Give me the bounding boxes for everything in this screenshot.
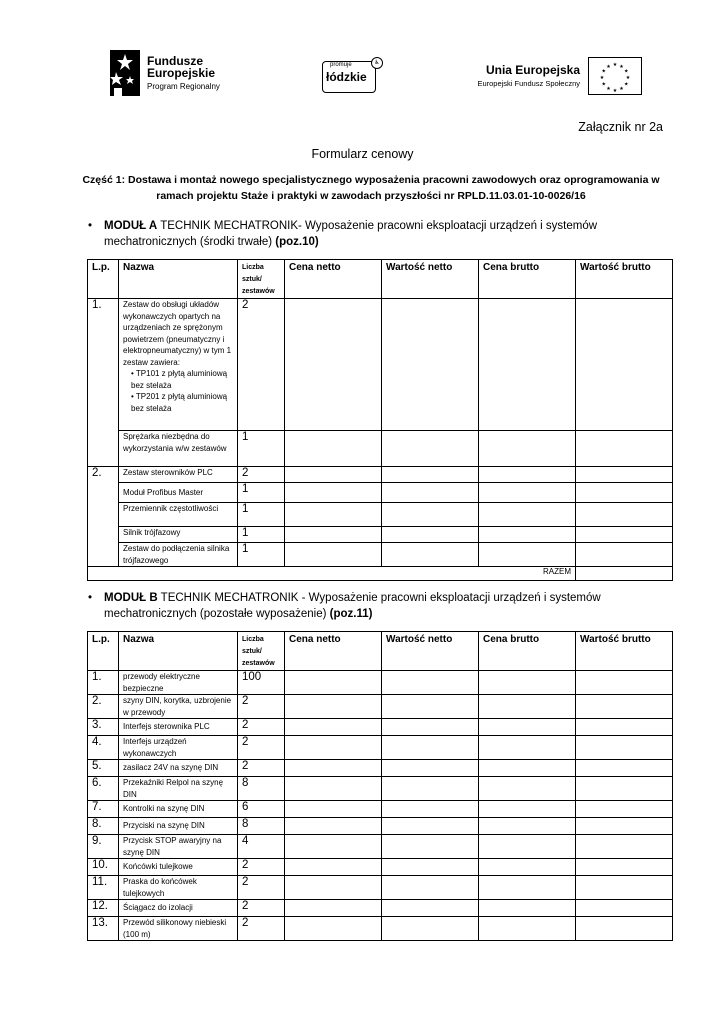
module-b-rows xyxy=(88,671,673,941)
qty-cell: 6 xyxy=(238,801,285,818)
sub-item-text: TP101 z płytą aluminiową bez stelaża xyxy=(131,369,228,390)
net-price-cell[interactable] xyxy=(285,818,382,835)
net-price-cell[interactable] xyxy=(285,431,382,467)
item-name: Praska do końcówek tulejkowych xyxy=(119,876,238,900)
table-row xyxy=(88,431,673,467)
qty-cell: 2 xyxy=(238,299,285,431)
net-price-cell[interactable] xyxy=(285,859,382,876)
net-price-cell[interactable] xyxy=(285,917,382,941)
module-a-heading xyxy=(88,218,668,252)
table-row xyxy=(88,695,673,719)
gross-price-cell[interactable] xyxy=(479,467,576,483)
qty-cell: 4 xyxy=(238,835,285,859)
col-gross-value: Wartość brutto xyxy=(576,260,673,299)
lp-cell: 11. xyxy=(88,876,119,900)
lp-cell: 4. xyxy=(88,736,119,760)
net-value-cell[interactable] xyxy=(382,859,479,876)
razem-label: RAZEM xyxy=(88,567,576,581)
net-value-cell[interactable] xyxy=(382,777,479,801)
table-row xyxy=(88,876,673,900)
table-row xyxy=(88,671,673,695)
col-net-value: Wartość netto xyxy=(382,260,479,299)
item-name: Silnik trójfazowy xyxy=(119,527,238,543)
attachment-label: Załącznik nr 2a xyxy=(578,120,663,134)
gross-price-cell[interactable] xyxy=(479,900,576,917)
table-row xyxy=(88,483,673,503)
gross-price-cell[interactable] xyxy=(479,859,576,876)
item-name: szyny DIN, korytka, uzbrojenie w przewody xyxy=(119,695,238,719)
gross-price-cell[interactable] xyxy=(479,719,576,736)
net-value-cell[interactable] xyxy=(382,835,479,859)
lp-cell: 1. xyxy=(88,299,119,467)
net-price-cell[interactable] xyxy=(285,900,382,917)
net-value-cell[interactable] xyxy=(382,736,479,760)
module-b-label: MODUŁ B xyxy=(104,592,158,604)
svg-text:★: ★ xyxy=(623,68,629,75)
lp-cell: 1. xyxy=(88,671,119,695)
gross-value-cell[interactable] xyxy=(576,760,673,777)
svg-text:★: ★ xyxy=(619,63,624,70)
item-name xyxy=(119,299,238,431)
qty-cell: 2 xyxy=(238,736,285,760)
net-price-cell[interactable] xyxy=(285,876,382,900)
net-price-cell[interactable] xyxy=(285,671,382,695)
item-name: Sprężarka niezbędna do wykorzystania w/w zestawów xyxy=(119,431,238,467)
gross-value-cell[interactable] xyxy=(576,900,673,917)
gross-value-cell[interactable] xyxy=(576,431,673,467)
item-name: Zestaw do podłączenia silnika trójfazowego xyxy=(119,543,238,567)
module-b-text: TECHNIK MECHATRONIK - Wyposażenie pracowni eksploatacji urządzeń i systemów mechatronicznych (pozostałe wyposażenie) xyxy=(104,592,601,620)
fe-star-mark-icon xyxy=(110,50,140,96)
gross-price-cell[interactable] xyxy=(479,818,576,835)
qty-cell: 2 xyxy=(238,876,285,900)
table-header-row xyxy=(88,260,673,299)
net-price-cell[interactable] xyxy=(285,527,382,543)
table-row xyxy=(88,299,673,431)
net-value-cell[interactable] xyxy=(382,467,479,483)
fundusze-europejskie-logo xyxy=(110,50,240,98)
qty-cell: 2 xyxy=(238,695,285,719)
svg-text:★: ★ xyxy=(599,75,605,81)
net-price-cell[interactable] xyxy=(285,760,382,777)
qty-cell: 1 xyxy=(238,543,285,567)
lodz-big-text: łódzkie xyxy=(326,70,367,84)
gross-value-cell[interactable] xyxy=(576,876,673,900)
gross-value-cell[interactable] xyxy=(576,859,673,876)
qty-cell: 2 xyxy=(238,719,285,736)
gross-value-cell[interactable] xyxy=(576,801,673,818)
table-row xyxy=(88,719,673,736)
gross-price-cell[interactable] xyxy=(479,299,576,431)
table-row xyxy=(88,900,673,917)
part-title: Część 1: Dostawa i montaż nowego specjalistycznego wyposażenia pracowni zawodowych oraz oprogramowania w ramach projektu Staże i praktyki w zawodach przyszłości nr RPLD.11.03.01-10-0026/16 xyxy=(82,174,660,202)
gross-value-cell[interactable] xyxy=(576,917,673,941)
qty-cell: 1 xyxy=(238,431,285,467)
gross-price-cell[interactable] xyxy=(479,431,576,467)
fe-line3: Program Regionalny xyxy=(147,82,220,91)
gross-price-cell[interactable] xyxy=(479,671,576,695)
net-value-cell[interactable] xyxy=(382,900,479,917)
item-name: Ściągacz do izolacji xyxy=(119,900,238,917)
net-value-cell[interactable] xyxy=(382,503,479,527)
svg-text:★: ★ xyxy=(606,63,611,70)
qty-cell: 2 xyxy=(238,859,285,876)
col-gross-price: Cena brutto xyxy=(479,632,576,671)
lodz-small-text: promuje xyxy=(330,62,352,68)
net-value-cell[interactable] xyxy=(382,299,479,431)
item-name: przewody elektryczne bezpieczne xyxy=(119,671,238,695)
net-value-cell[interactable] xyxy=(382,695,479,719)
gross-value-cell[interactable] xyxy=(576,818,673,835)
svg-text:★: ★ xyxy=(625,75,631,81)
gross-price-cell[interactable] xyxy=(479,917,576,941)
item-name: zasilacz 24V na szynę DIN xyxy=(119,760,238,777)
net-value-cell[interactable] xyxy=(382,876,479,900)
gross-price-cell[interactable] xyxy=(479,777,576,801)
gross-price-cell[interactable] xyxy=(479,736,576,760)
qty-cell: 1 xyxy=(238,483,285,503)
qty-cell: 2 xyxy=(238,900,285,917)
module-a-table xyxy=(87,259,673,581)
gross-value-cell[interactable] xyxy=(576,671,673,695)
net-price-cell[interactable] xyxy=(285,467,382,483)
col-net-price: Cena netto xyxy=(285,632,382,671)
eu-logo-text xyxy=(468,63,580,88)
svg-text:★: ★ xyxy=(612,62,618,68)
razem-row xyxy=(88,567,673,581)
gross-price-cell[interactable] xyxy=(479,543,576,567)
gross-value-cell[interactable] xyxy=(576,777,673,801)
net-value-cell[interactable] xyxy=(382,719,479,736)
net-price-cell[interactable] xyxy=(285,483,382,503)
gross-value-cell[interactable] xyxy=(576,736,673,760)
gross-price-cell[interactable] xyxy=(479,503,576,527)
table-row xyxy=(88,801,673,818)
bullet: • xyxy=(88,220,93,232)
item-name: Moduł Profibus Master xyxy=(119,483,238,503)
net-value-cell[interactable] xyxy=(382,483,479,503)
item-name: Przyciski na szynę DIN xyxy=(119,818,238,835)
lp-cell: 2. xyxy=(88,695,119,719)
col-name: Nazwa xyxy=(119,632,238,671)
col-net-price: Cena netto xyxy=(285,260,382,299)
table-header-row xyxy=(88,632,673,671)
gross-price-cell[interactable] xyxy=(479,760,576,777)
table-row xyxy=(88,777,673,801)
gross-value-cell[interactable] xyxy=(576,543,673,567)
col-qty: Liczba sztuk/ zestawów xyxy=(238,632,285,671)
form-title: Formularz cenowy xyxy=(311,147,414,161)
svg-text:★: ★ xyxy=(601,68,607,75)
lp-cell: 3. xyxy=(88,719,119,736)
lp-cell: 12. xyxy=(88,900,119,917)
lp-cell: 7. xyxy=(88,801,119,818)
net-price-cell[interactable] xyxy=(285,835,382,859)
table-row xyxy=(88,917,673,941)
qty-cell: 2 xyxy=(238,467,285,483)
item-name: Końcówki tulejkowe xyxy=(119,859,238,876)
item-name: Kontrolki na szynę DIN xyxy=(119,801,238,818)
gross-value-cell[interactable] xyxy=(576,467,673,483)
table-row xyxy=(88,760,673,777)
net-value-cell[interactable] xyxy=(382,527,479,543)
table-row xyxy=(88,503,673,527)
module-a-text: TECHNIK MECHATRONIK- Wyposażenie pracowni eksploatacji urządzeń i systemów mechatronicznych (środki trwałe) xyxy=(104,220,598,248)
promuje-lodzkie-logo xyxy=(322,57,382,95)
fe-line2: Europejskie xyxy=(147,66,216,80)
table-row xyxy=(88,527,673,543)
table-row xyxy=(88,859,673,876)
lp-cell: 10. xyxy=(88,859,119,876)
lp-cell: 13. xyxy=(88,917,119,941)
net-value-cell[interactable] xyxy=(382,917,479,941)
sub-item: • TP201 z płytą aluminiową bez stelaża xyxy=(131,392,228,413)
eu-line2: Europejski Fundusz Społeczny xyxy=(477,79,580,88)
net-price-cell[interactable] xyxy=(285,736,382,760)
qty-cell: 100 xyxy=(238,671,285,695)
net-value-cell[interactable] xyxy=(382,543,479,567)
gross-price-cell[interactable] xyxy=(479,835,576,859)
razem-value-cell[interactable] xyxy=(576,567,673,581)
svg-text:★: ★ xyxy=(619,86,624,93)
col-net-value: Wartość netto xyxy=(382,632,479,671)
eu-line1: Unia Europejska xyxy=(485,63,580,77)
col-lp: L.p. xyxy=(88,260,119,299)
table-row xyxy=(88,835,673,859)
net-value-cell[interactable] xyxy=(382,760,479,777)
lp-cell: 9. xyxy=(88,835,119,859)
gross-value-cell[interactable] xyxy=(576,835,673,859)
svg-text:★: ★ xyxy=(612,88,618,94)
table-row xyxy=(88,543,673,567)
item-name: Interfejs urządzeń wykonawczych xyxy=(119,736,238,760)
module-b-heading xyxy=(88,590,668,624)
sub-item-text: TP201 z płytą aluminiową bez stelaża xyxy=(131,392,228,413)
item-name: Przekaźniki Relpol na szynę DIN xyxy=(119,777,238,801)
svg-text:★: ★ xyxy=(623,81,629,88)
gross-price-cell[interactable] xyxy=(479,695,576,719)
gross-value-cell[interactable] xyxy=(576,483,673,503)
table-row xyxy=(88,467,673,483)
fe-line1: Fundusze xyxy=(147,54,203,68)
qty-cell: 1 xyxy=(238,503,285,527)
sub-item: • TP101 z płytą aluminiową bez stelaża xyxy=(131,369,228,390)
lp-cell: 5. xyxy=(88,760,119,777)
gross-price-cell[interactable] xyxy=(479,527,576,543)
col-gross-price: Cena brutto xyxy=(479,260,576,299)
gross-value-cell[interactable] xyxy=(576,719,673,736)
table-row xyxy=(88,736,673,760)
gross-value-cell[interactable] xyxy=(576,503,673,527)
item-name: Przycisk STOP awaryjny na szynę DIN xyxy=(119,835,238,859)
net-price-cell[interactable] xyxy=(285,543,382,567)
table-row xyxy=(88,818,673,835)
svg-text:★: ★ xyxy=(601,81,607,88)
lp-cell: 8. xyxy=(88,818,119,835)
net-price-cell[interactable] xyxy=(285,801,382,818)
eu-flag-icon xyxy=(588,57,642,95)
gross-price-cell[interactable] xyxy=(479,801,576,818)
gross-value-cell[interactable] xyxy=(576,527,673,543)
module-b-pos: (poz.11) xyxy=(329,608,373,620)
module-a-label: MODUŁ A xyxy=(104,220,158,232)
svg-text:★: ★ xyxy=(606,86,611,93)
item-name: Zestaw sterowników PLC xyxy=(119,467,238,483)
net-price-cell[interactable] xyxy=(285,777,382,801)
col-qty: Liczba sztuk/ zestawów xyxy=(238,260,285,299)
item-name: Przewód silikonowy niebieski (100 m) xyxy=(119,917,238,941)
qty-cell: 1 xyxy=(238,527,285,543)
col-gross-value: Wartość brutto xyxy=(576,632,673,671)
net-price-cell[interactable] xyxy=(285,719,382,736)
item-name: Przemiennik częstotliwości xyxy=(119,503,238,527)
col-name: Nazwa xyxy=(119,260,238,299)
gross-value-cell[interactable] xyxy=(576,299,673,431)
gross-price-cell[interactable] xyxy=(479,483,576,503)
bullet: • xyxy=(88,592,93,604)
qty-cell: 2 xyxy=(238,760,285,777)
item-text: Zestaw do obsługi układów wykonawczych opartych na urządzeniach ze sprężonym powietrzem (pneumatyczny i elektropneumatyczny) w tym 1 zestaw zawiera: xyxy=(123,300,232,367)
module-b-table xyxy=(87,631,673,941)
net-price-cell[interactable] xyxy=(285,299,382,431)
qty-cell: 2 xyxy=(238,917,285,941)
lp-cell: 6. xyxy=(88,777,119,801)
net-price-cell[interactable] xyxy=(285,503,382,527)
gross-price-cell[interactable] xyxy=(479,876,576,900)
net-value-cell[interactable] xyxy=(382,671,479,695)
net-value-cell[interactable] xyxy=(382,431,479,467)
net-value-cell[interactable] xyxy=(382,801,479,818)
gross-value-cell[interactable] xyxy=(576,695,673,719)
qty-cell: 8 xyxy=(238,777,285,801)
col-lp: L.p. xyxy=(88,632,119,671)
net-value-cell[interactable] xyxy=(382,818,479,835)
lp-cell: 2. xyxy=(88,467,119,567)
net-price-cell[interactable] xyxy=(285,695,382,719)
qty-cell: 8 xyxy=(238,818,285,835)
module-a-pos: (poz.10) xyxy=(275,236,319,248)
accessibility-icon: ♿ xyxy=(371,57,383,69)
item-name: Interfejs sterownika PLC xyxy=(119,719,238,736)
